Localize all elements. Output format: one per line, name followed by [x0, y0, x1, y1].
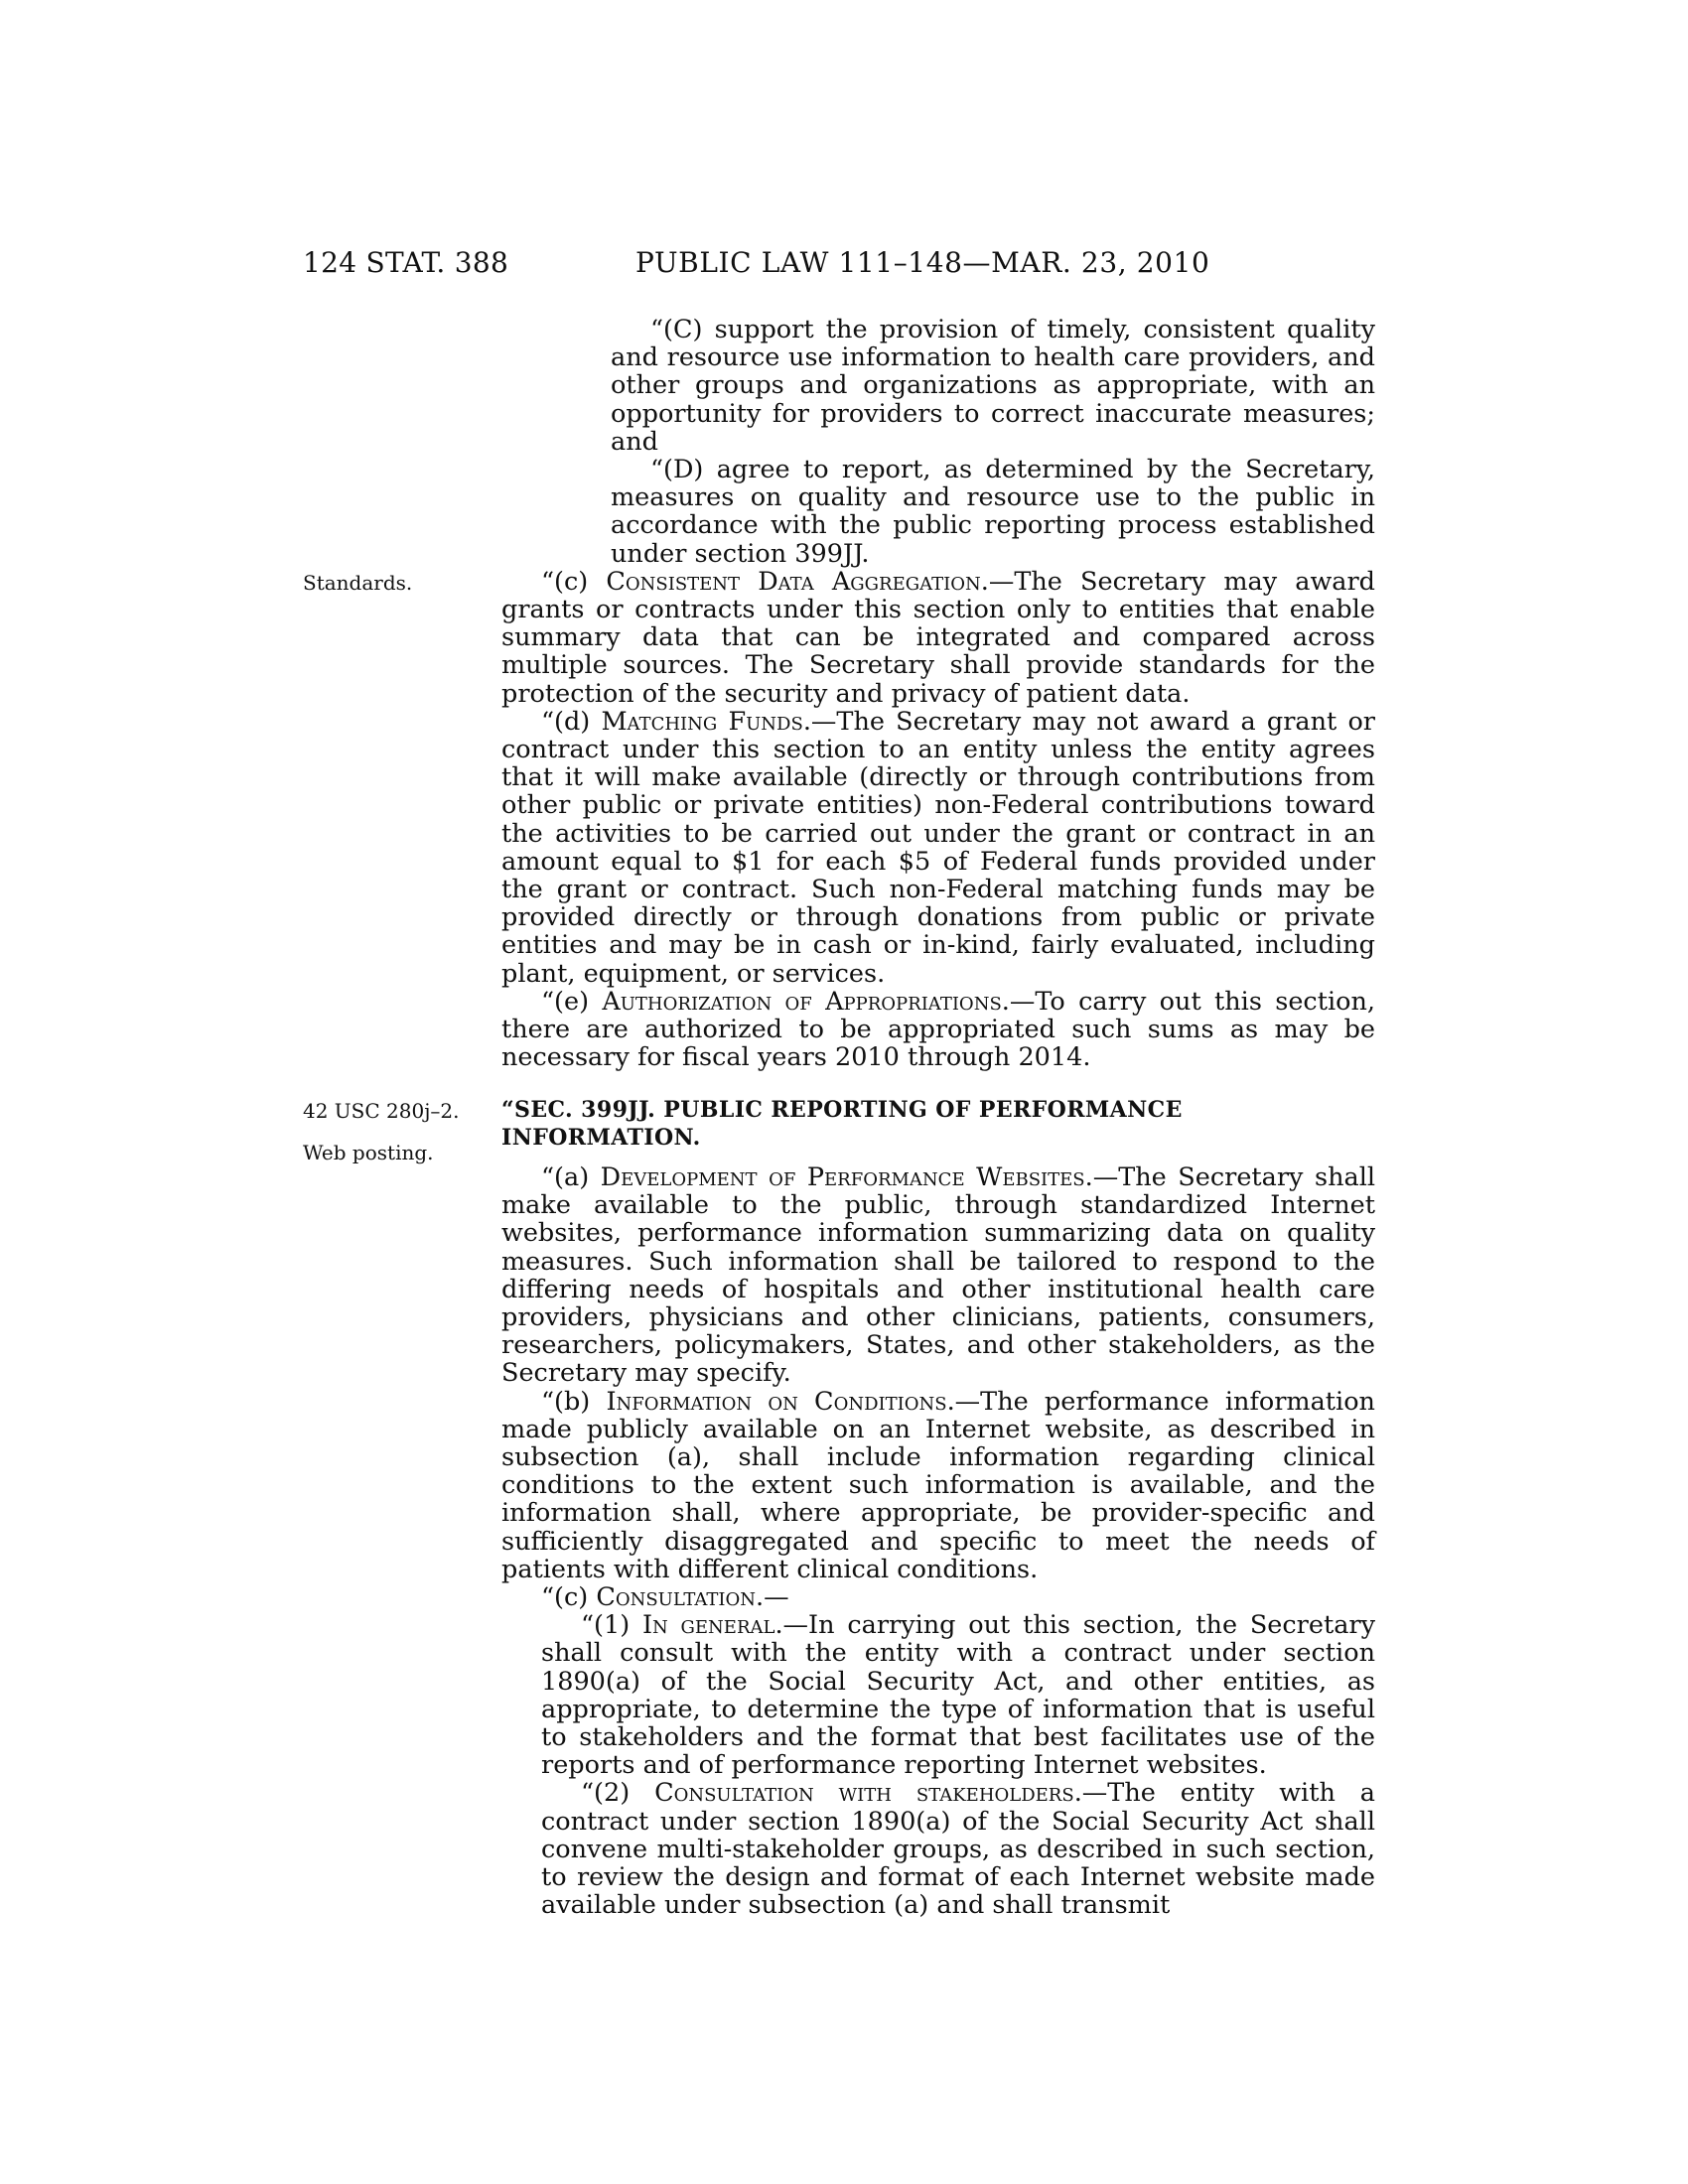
paragraph-c1-in-general: [541, 1611, 1375, 1779]
paragraph-prefix: “(1): [581, 1610, 642, 1641]
subsection-body: .—The Secretary may not award a grant or contract under this section to an entity unless the entity agrees that it will make available (directly or through contributions from other public or private entities) non-Federal contributions toward the activities to be carried out under the grant or contract in an amount equal to $1 for each $5 of Federal funds provided under the grant or contract. Such non-Federal matching funds may be provided directly or through donations from public or private entities and may be in cash or in-kind, fairly evaluated, including plant, equipment, or services.: [501, 706, 1375, 989]
subsection-body: .—The performance information made publicly available on an Internet website, as described in subsection (a), shall include information regarding clinical conditions to the extent such information is available, and the information shall, where appropriate, be provider-specific and sufficiently disaggregated and specific to meet the needs of patients with different clinical conditions.: [501, 1386, 1375, 1584]
section-399jj-heading: “SEC. 399JJ. PUBLIC REPORTING OF PERFORMANCE INFORMATION.: [501, 1097, 1183, 1151]
body-block-1: [501, 316, 1375, 1071]
subsection-prefix: “(d): [541, 706, 602, 737]
subsection-heading: Authorization of Appropriations: [602, 986, 1002, 1017]
margin-note-web-posting: Web posting.: [303, 1141, 434, 1164]
subsection-body: .—The Secretary may award grants or contracts under this section only to entities that enable summary data that can be integrated and compared across multiple sources. The Secretary shall provide standards for the protection of the security and privacy of patient data.: [501, 566, 1376, 709]
page-header: [0, 246, 1688, 286]
subsection-heading: Consultation: [596, 1582, 756, 1613]
margin-note-usc: 42 USC 280j–2.: [303, 1099, 460, 1123]
paragraph-c-clause: “(C) support the provision of timely, consistent quality and resource use information to health care providers, and other groups and organizations as appropriate, with an opportunity for providers to correct inaccurate measures; and: [611, 315, 1375, 457]
subsection-body: .—: [756, 1582, 789, 1613]
subsection-heading: Matching Funds: [601, 706, 803, 737]
subsection-prefix: “(b): [541, 1386, 607, 1417]
subsection-b-information-on-conditions: [501, 1388, 1375, 1583]
paragraph-d-clause: “(D) agree to report, as determined by the Secretary, measures on quality and resource use to the public in accordance with the public reporting process established under section 399JJ.: [611, 455, 1375, 569]
subsection-e-authorization: [501, 988, 1375, 1072]
paragraph-body: .—In carrying out this section, the Secretary shall consult with the entity with a contract under section 1890(a) of the Social Security Act, and other entities, as appropriate, to determine the type of information that is useful to stakeholders and the format that best facilitates use of the reports and of performance reporting Internet websites.: [541, 1610, 1375, 1781]
paragraph-heading: Consultation with stakeholders: [654, 1778, 1074, 1809]
subsection-c-consultation: [501, 1583, 1375, 1611]
subsection-heading: Consistent Data Aggregation: [606, 566, 981, 597]
paragraph-c2-consultation-with-stakeholders: [541, 1779, 1375, 1919]
subsection-heading: Information on Conditions: [606, 1386, 947, 1417]
subsection-d-matching-funds: [501, 708, 1375, 988]
subsection-body: .—To carry out this section, there are authorized to be appropriated such sums as may be necessary for fiscal years 2010 through 2014.: [501, 986, 1375, 1073]
margin-note-standards: Standards.: [303, 571, 413, 595]
subsection-prefix: “(c): [541, 1582, 597, 1613]
body-block-2: [501, 1096, 1375, 1919]
subsection-heading: Development of Performance Websites: [600, 1162, 1085, 1192]
subsection-prefix: “(e): [541, 986, 603, 1017]
law-title: PUBLIC LAW 111–148—MAR. 23, 2010: [635, 246, 1210, 279]
paragraph-heading: In general: [641, 1610, 775, 1641]
subsection-prefix: “(a): [541, 1162, 601, 1192]
subsection-c-consistent-data-aggregation: [501, 568, 1375, 708]
subsection-body: .—The Secretary shall make available to the public, through standardized Internet websites, performance information summarizing data on quality measures. Such information shall be tailored to respond to the differing needs of hospitals and other institutional health care providers, physicians and other clinicians, patients, consumers, researchers, policymakers, States, and other stakeholders, as the Secretary may specify.: [501, 1162, 1376, 1389]
statute-page-reference: 124 STAT. 388: [303, 246, 509, 279]
subsection-prefix: “(c): [541, 566, 607, 597]
subsection-a-performance-websites: [501, 1163, 1375, 1388]
paragraph-body: .—The entity with a contract under section 1890(a) of the Social Security Act shall convene multi-stakeholder groups, as described in such section, to review the design and format of each Internet website made available under subsection (a) and shall transmit: [541, 1778, 1376, 1921]
paragraph-prefix: “(2): [581, 1778, 655, 1809]
